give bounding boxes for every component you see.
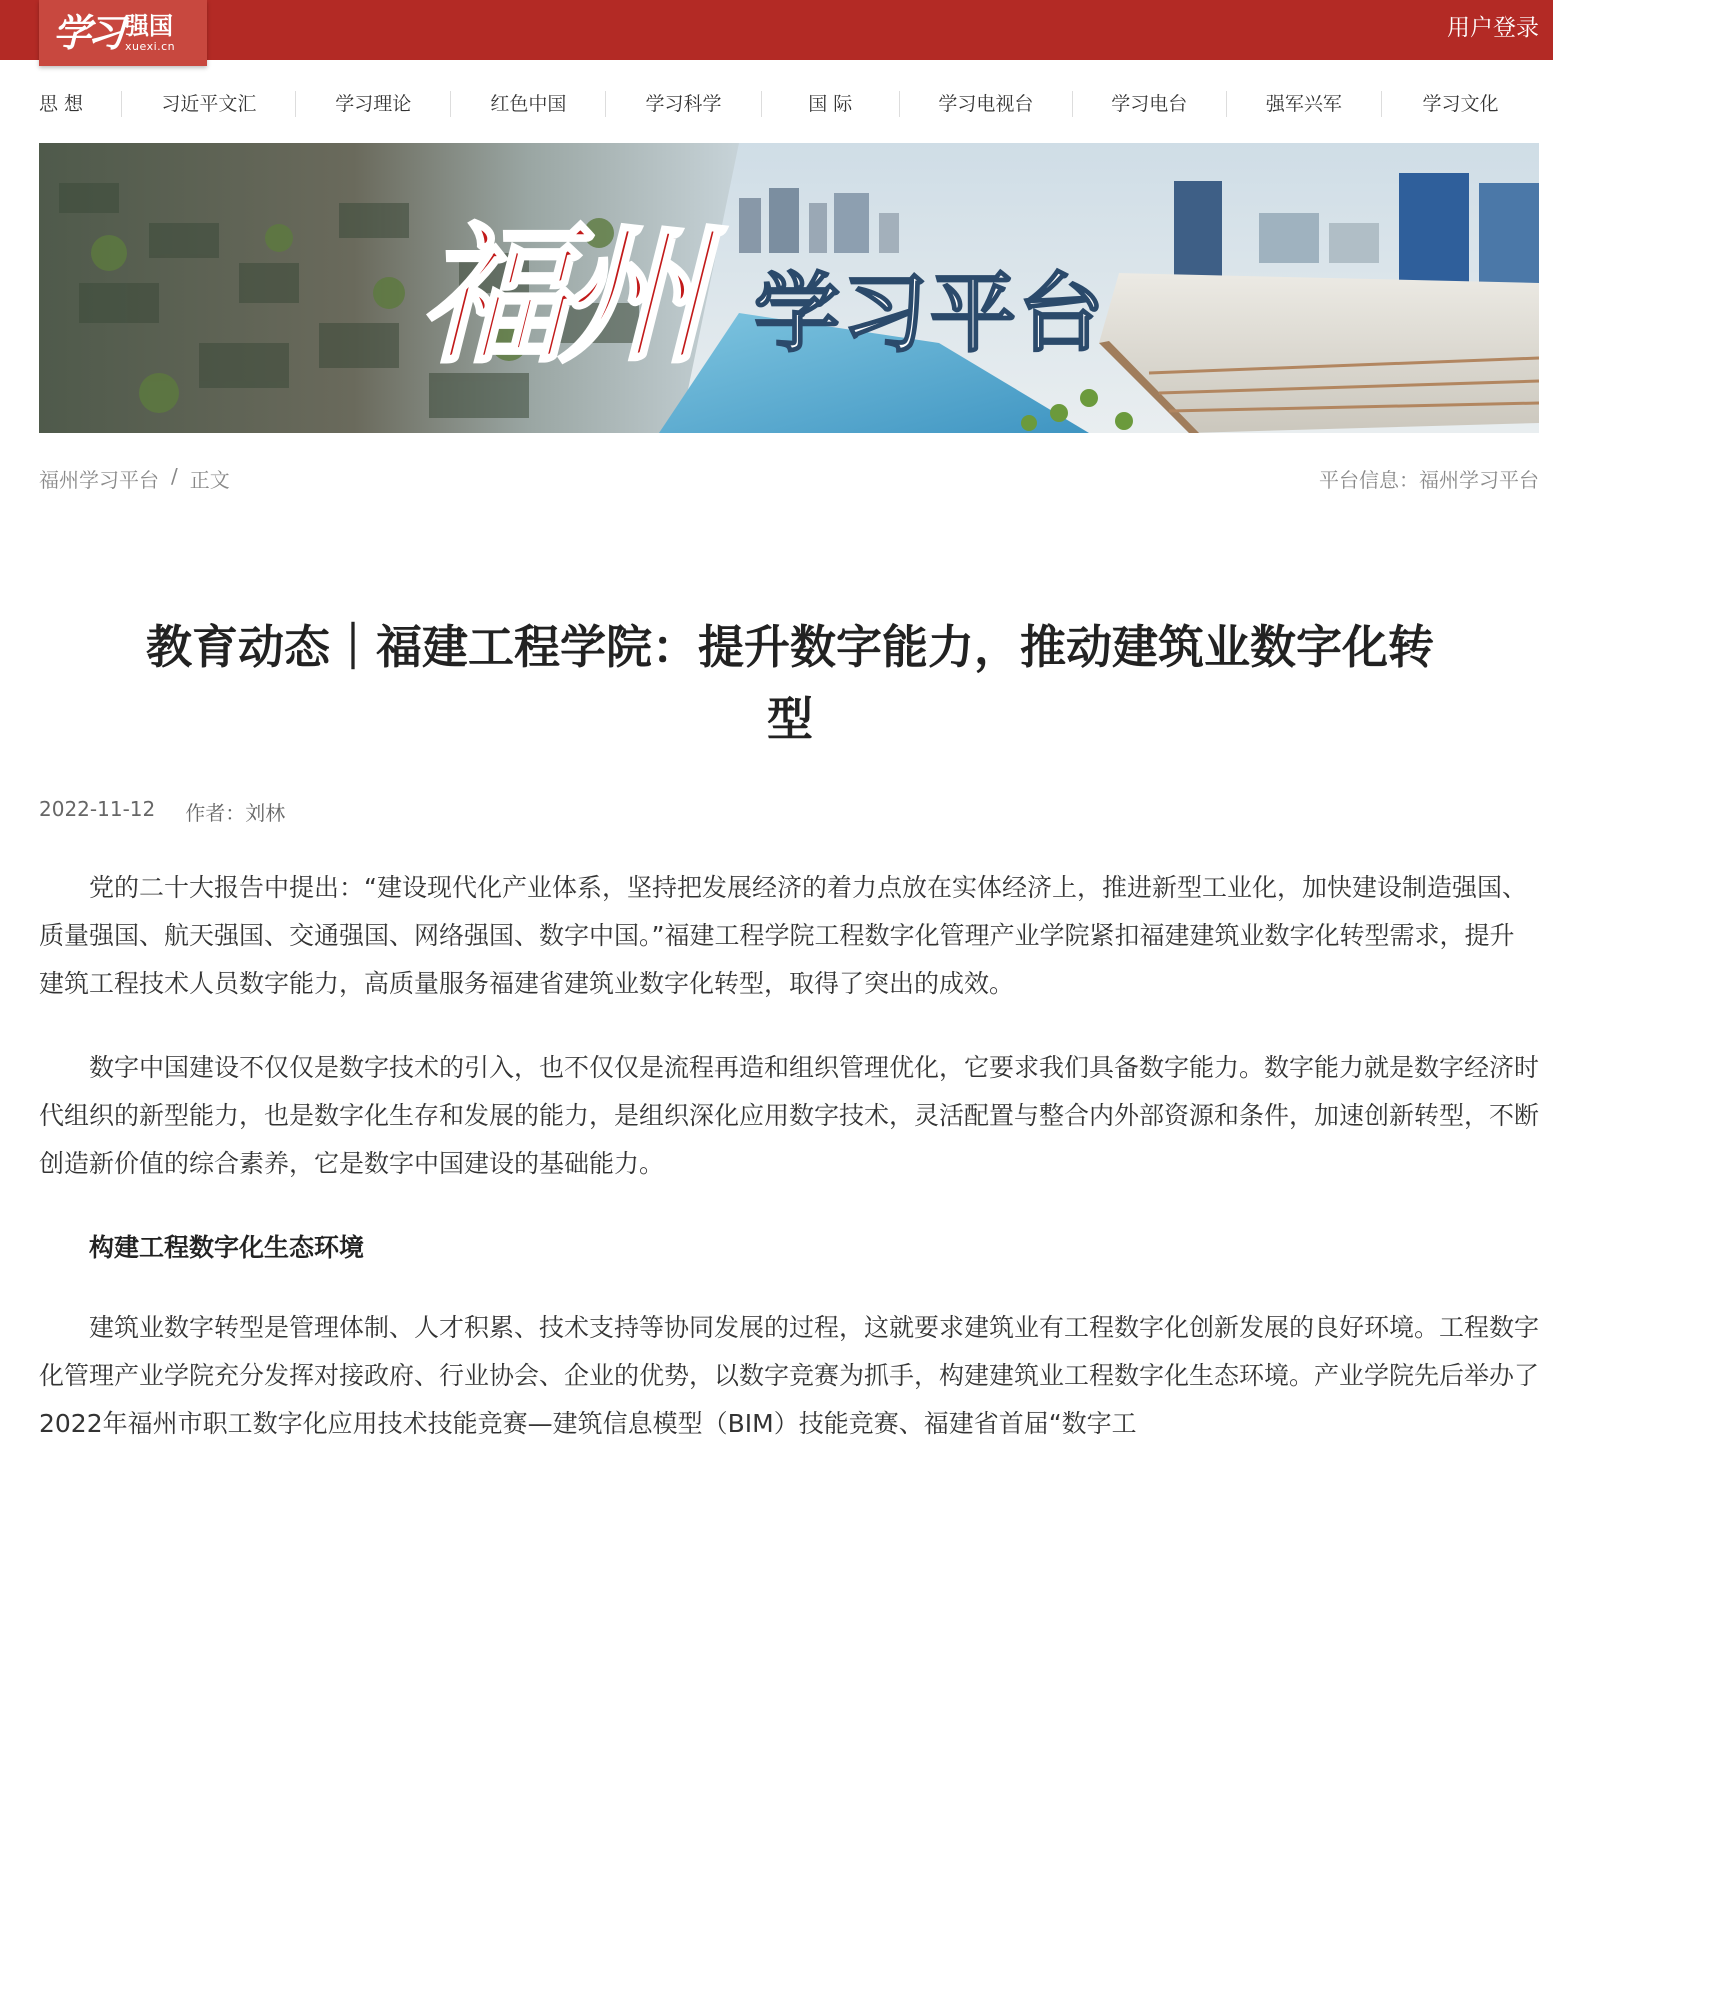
breadcrumb (39, 464, 230, 493)
city-banner-image (39, 143, 1539, 433)
nav-item-xi-collection[interactable]: 习近平文汇 (161, 93, 257, 115)
article-paragraph: 党的二十大报告中提出：“建设现代化产业体系，坚持把发展经济的着力点放在实体经济上，推进新型工业化，加快建设制造强国、质量强国、航天强国、交通强国、网络强国、数字中国。”福建工程学院工程数字化管理产业学院紧扣福建建筑业数字化转型需求，提升建筑工程技术人员数字能力，高质量服务福建省建筑业数字化转型，取得了突出的成效。 (39, 873, 1527, 998)
top-header-bar (0, 0, 1553, 60)
logo-script-text: 学习 (53, 10, 122, 55)
article-date: 2022-11-12 (39, 797, 156, 821)
article-paragraph: 数字中国建设不仅仅是数字技术的引入，也不仅仅是流程再造和组织管理优化，它要求我们具备数字能力。数字能力就是数字经济时代组织的新型能力，也是数字化生存和发展的能力，是组织深化应用数字技术，灵活配置与整合内外部资源和条件，加速创新转型，不断创造新价值的综合素养，它是数字中国建设的基础能力。 (39, 1053, 1540, 1178)
banner-caption: 学习平台 (754, 264, 1106, 364)
article-title: 教育动态｜福建工程学院：提升数字能力，推动建筑业数字化转型 (146, 619, 1434, 746)
nav-item-thought[interactable]: 思 想 (39, 93, 84, 115)
logo-url: xuexi.cn (125, 40, 176, 53)
article-paragraph: 建筑业数字转型是管理体制、人才积累、技术支持等协同发展的过程，这就要求建筑业有工程数字化创新发展的良好环境。工程数字化管理产业学院充分发挥对接政府、行业协会、企业的优势，以数字竞赛为抓手，构建建筑业工程数字化生态环境。产业学院先后举办了2022年福州市职工数字化应用技术技能竞赛—建筑信息模型（BIM）技能竞赛、福建省首届“数字工 (39, 1313, 1540, 1438)
nav-item-military[interactable]: 强军兴军 (1265, 93, 1342, 115)
logo-right (125, 14, 175, 52)
logo-name: 强国 (125, 12, 174, 40)
nav-item-culture[interactable]: 学习文化 (1422, 93, 1499, 115)
breadcrumb-current: 正文 (189, 468, 230, 492)
banner-illustration (39, 143, 1539, 433)
article-author: 作者：刘林 (185, 801, 286, 825)
article-subheading: 构建工程数字化生态环境 (89, 1233, 365, 1262)
breadcrumb-home-link[interactable]: 福州学习平台 (39, 468, 159, 492)
nav-item-international[interactable]: 国 际 (808, 93, 853, 115)
user-login-link[interactable]: 用户登录 (1447, 15, 1539, 41)
article-meta (39, 797, 285, 826)
banner-calligraphy: 福州 (419, 208, 696, 384)
breadcrumb-separator: / (171, 464, 178, 488)
article-body (39, 864, 1539, 1484)
xuexi-logo[interactable] (39, 0, 207, 66)
nav-item-tv[interactable]: 学习电视台 (938, 93, 1034, 115)
platform-info: 平台信息：福州学习平台 (1319, 468, 1539, 492)
nav-item-science[interactable]: 学习科学 (645, 93, 722, 115)
main-nav (39, 84, 1539, 124)
nav-item-red-china[interactable]: 红色中国 (490, 93, 567, 115)
nav-item-theory[interactable]: 学习理论 (335, 93, 412, 115)
nav-item-radio[interactable]: 学习电台 (1111, 93, 1188, 115)
